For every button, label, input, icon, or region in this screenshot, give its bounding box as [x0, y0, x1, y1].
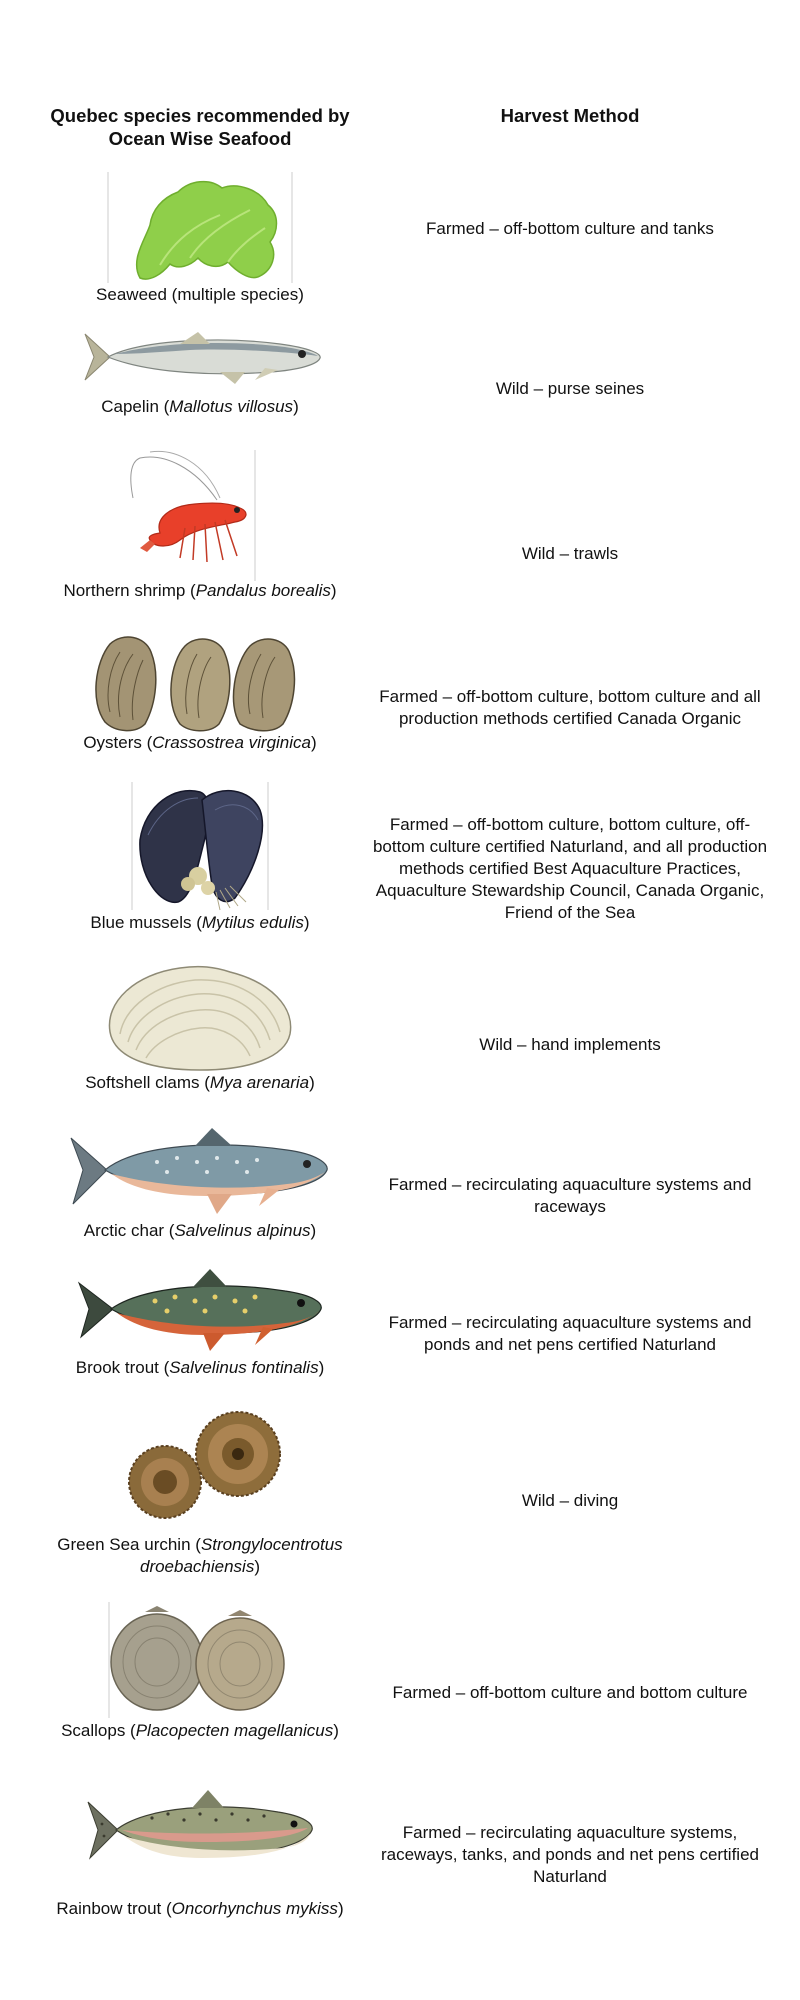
brook-trout-icon — [60, 1265, 340, 1355]
species-name: Oysters (Crassostrea virginica) — [83, 733, 317, 752]
mussel-icon — [60, 780, 340, 912]
harvest-method: Farmed – off-bottom culture and tanks — [426, 219, 714, 238]
seaweed-icon — [60, 170, 340, 285]
species-name: Green Sea urchin (Strongylocentrotus droebachiensis) — [57, 1535, 343, 1576]
harvest-method: Wild – purse seines — [495, 379, 645, 398]
method-column-header: Harvest Method — [500, 105, 640, 126]
harvest-method: Farmed – recirculating aquaculture systems and ponds and net pens certified Naturland — [388, 1313, 752, 1354]
rainbow-trout-icon — [60, 1782, 340, 1878]
shrimp-icon — [60, 448, 340, 583]
harvest-method: Farmed – off-bottom culture, bottom culture and all production methods certified Canada Organic — [379, 687, 761, 728]
harvest-method: Farmed – recirculating aquaculture systems, raceways, tanks, and ponds and net pens certified Naturland — [380, 1823, 759, 1886]
species-name: Rainbow trout (Oncorhynchus mykiss) — [56, 1899, 344, 1918]
capelin-icon — [60, 322, 340, 392]
species-name: Scallops (Placopecten magellanicus) — [61, 1721, 339, 1740]
species-name: Northern shrimp (Pandalus borealis) — [63, 581, 337, 600]
oyster-icon — [60, 632, 340, 734]
species-name: Capelin (Mallotus villosus) — [101, 397, 299, 416]
scallop-icon — [60, 1600, 340, 1720]
harvest-method: Wild – hand implements — [479, 1035, 661, 1054]
species-column-header: Quebec species recommended by Ocean Wise Seafood — [50, 105, 350, 149]
sea-urchin-icon — [60, 1402, 340, 1532]
species-name: Softshell clams (Mya arenaria) — [85, 1073, 315, 1092]
species-name: Arctic char (Salvelinus alpinus) — [83, 1221, 317, 1240]
harvest-method: Wild – diving — [521, 1491, 619, 1510]
species-name: Seaweed (multiple species) — [96, 285, 304, 304]
arctic-char-icon — [60, 1122, 340, 1218]
species-name: Brook trout (Salvelinus fontinalis) — [75, 1358, 325, 1377]
species-name: Blue mussels (Mytilus edulis) — [90, 913, 310, 932]
harvest-method: Farmed – recirculating aquaculture systems and raceways — [388, 1175, 752, 1216]
harvest-method: Farmed – off-bottom culture, bottom culture, off-bottom culture certified Naturland, and all production methods certified Best Aquaculture Practices, Aquaculture Stewardship Council, Canada Organic, Friend of the Sea — [372, 815, 768, 922]
clam-icon — [60, 962, 340, 1072]
harvest-method: Farmed – off-bottom culture and bottom culture — [392, 1683, 748, 1702]
harvest-method: Wild – trawls — [521, 544, 619, 563]
